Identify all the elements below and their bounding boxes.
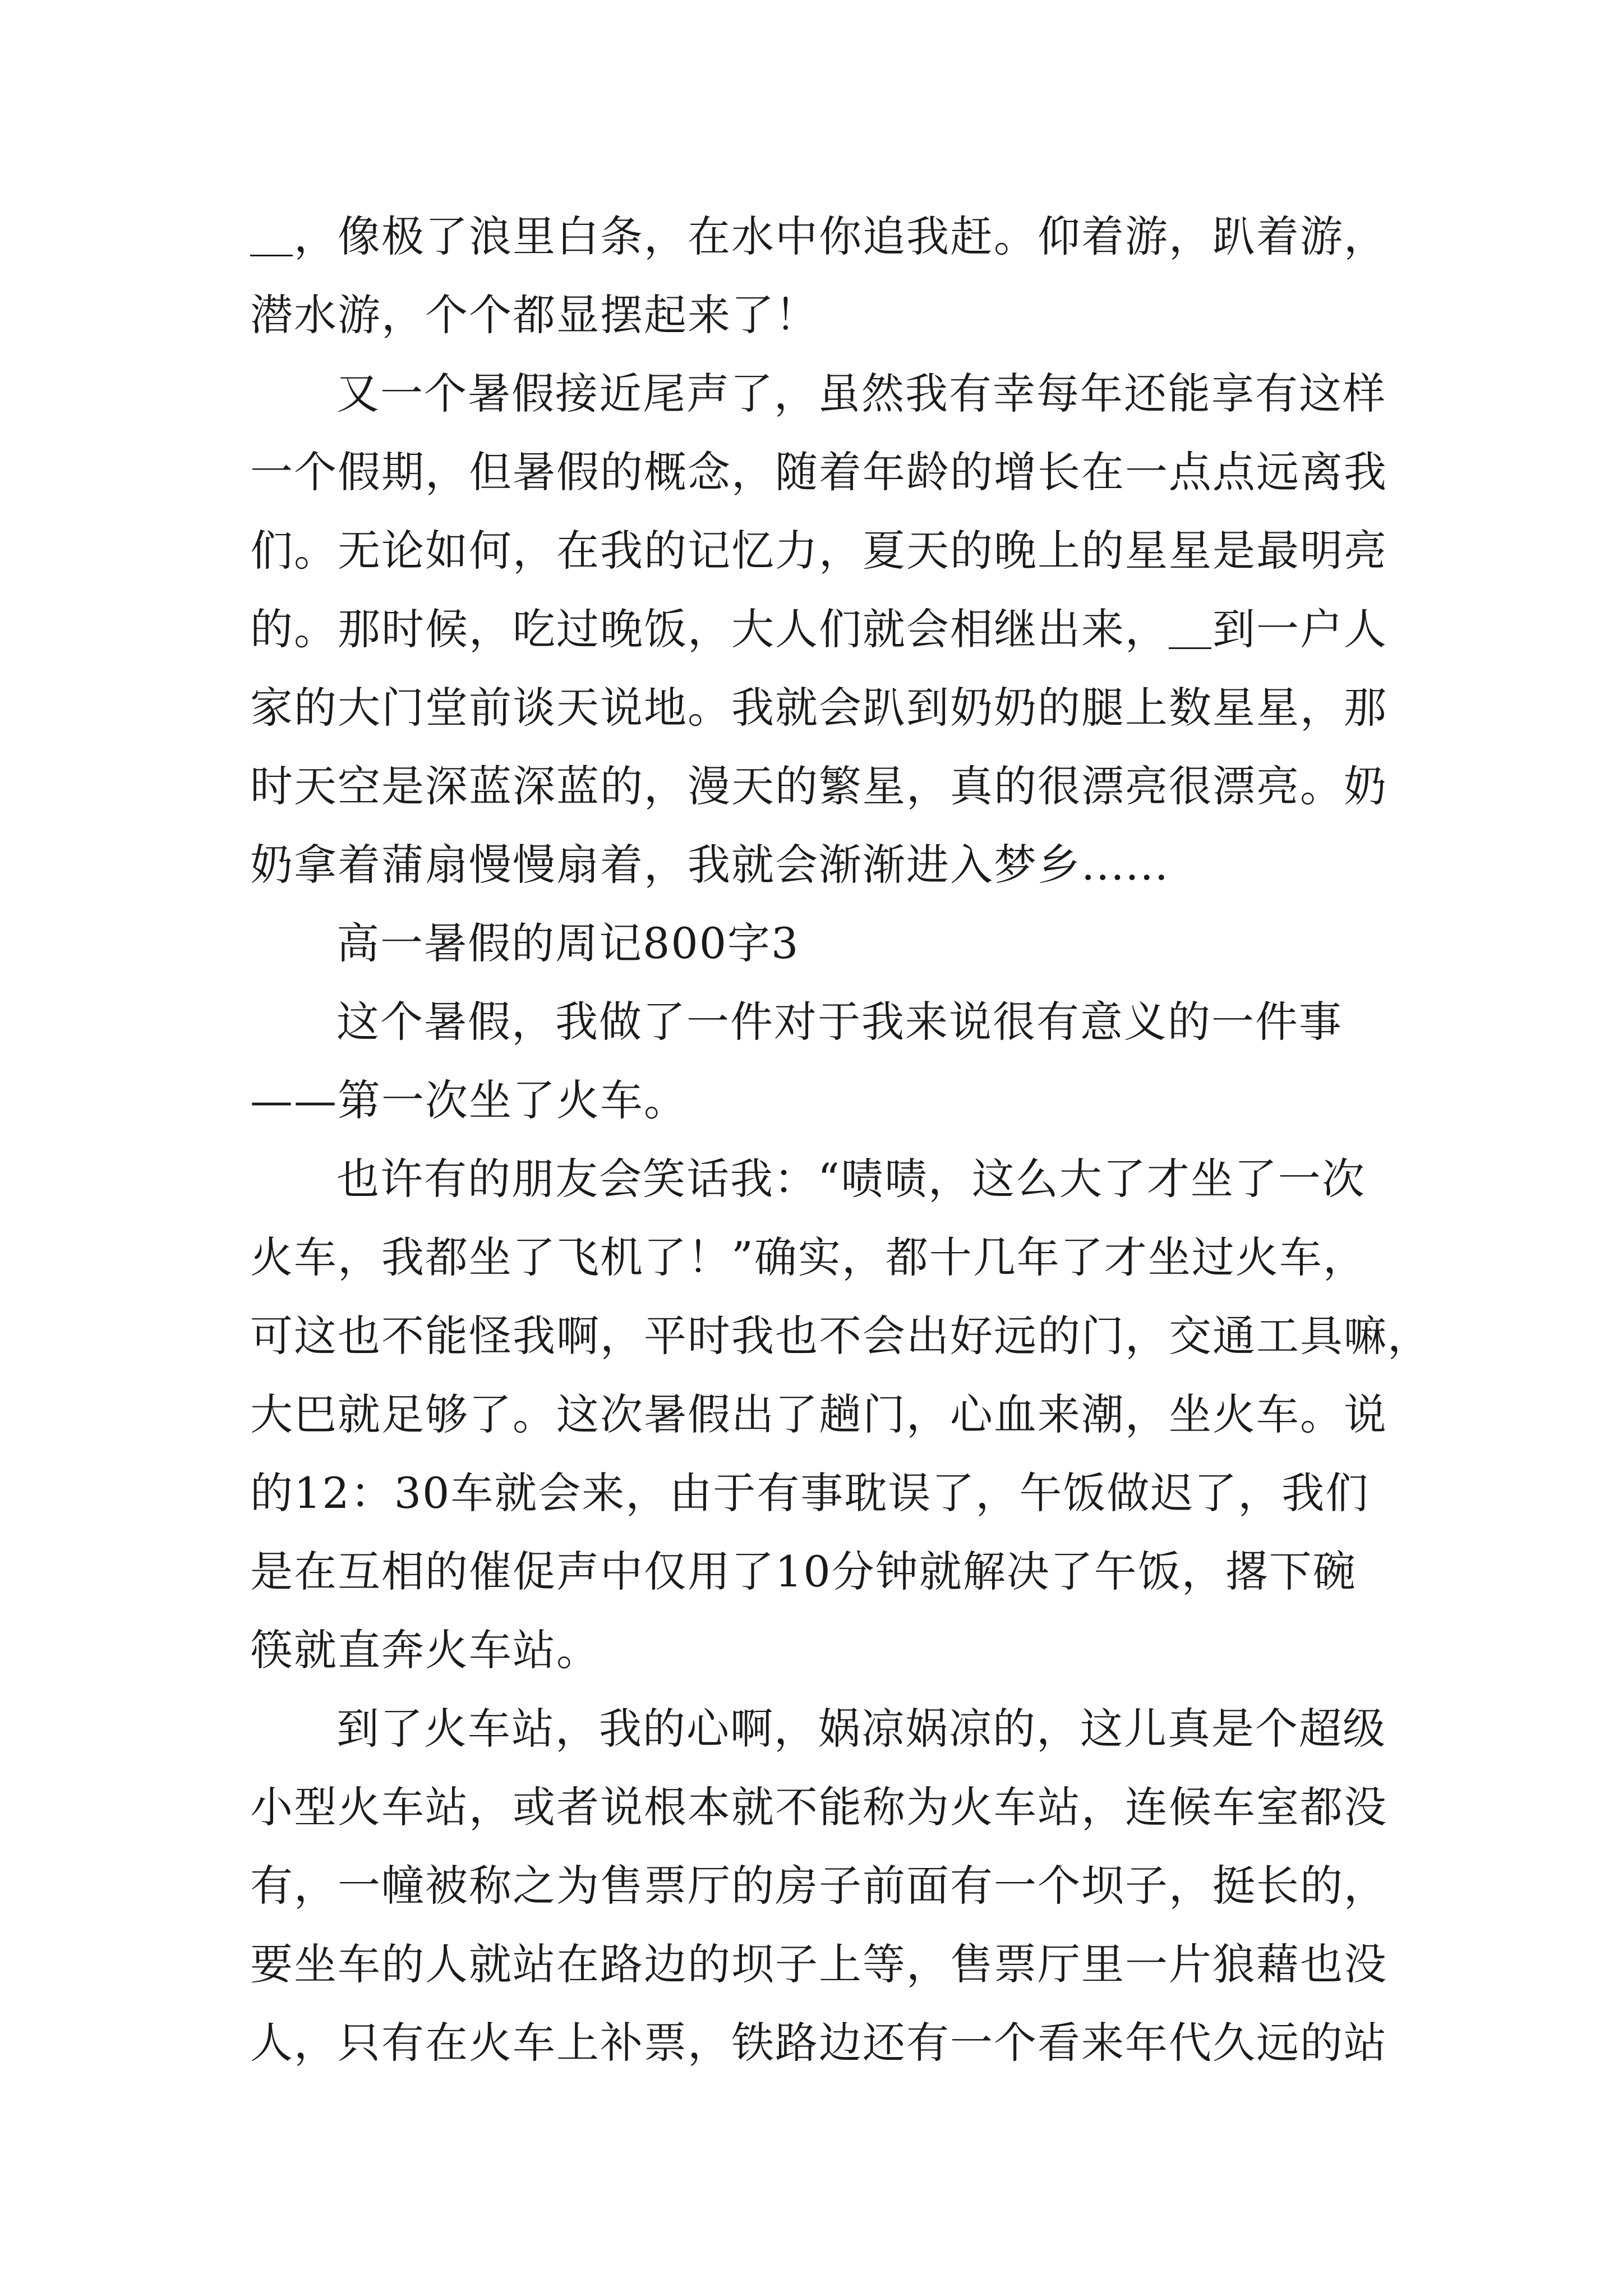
paragraph-start-line: 到了火车站，我的心啊，娲凉娲凉的，这儿真是个超级 [336, 1704, 1386, 1754]
text-line: 潜水游，个个都显摆起来了！ [250, 290, 819, 340]
text-line: 时天空是深蓝深蓝的，漫天的繁星，真的很漂亮很漂亮。奶 [250, 761, 1387, 811]
text-line: 奶拿着蒲扇慢慢扇着，我就会渐渐进入梦乡...... [250, 840, 1169, 890]
text-line: 人，只有在火车上补票，铁路边还有一个看来年代久远的站 [250, 2018, 1387, 2068]
text-line: 家的大门堂前谈天说地。我就会趴到奶奶的腿上数星星，那 [250, 683, 1387, 733]
text-line: 的。那时候，吃过晚饭，大人们就会相继出来，＿到一户人 [250, 604, 1387, 654]
paragraph-start-line: 也许有的朋友会笑话我：“啧啧，这么大了才坐了一次 [336, 1154, 1366, 1204]
paragraph-start-line: 又一个暑假接近尾声了，虽然我有幸每年还能享有这样 [336, 369, 1386, 418]
text-line: 有，一幢被称之为售票厅的房子前面有一个坝子，挺长的， [250, 1861, 1387, 1911]
section-heading: 高一暑假的周记800字3 [336, 918, 800, 968]
text-line: 们。无论如何，在我的记忆力，夏天的晚上的星星是最明亮 [250, 526, 1387, 576]
text-line: 筷就直奔火车站。 [250, 1625, 600, 1675]
text-line: 小型火车站，或者说根本就不能称为火车站，连候车室都没 [250, 1782, 1387, 1832]
text-line: 可这也不能怪我啊，平时我也不会出好远的门，交通工具嘛， [250, 1311, 1431, 1361]
text-line: ——第一次坐了火车。 [250, 1075, 688, 1125]
text-line: 火车，我都坐了飞机了！”确实，都十几年了才坐过火车， [250, 1232, 1367, 1282]
text-line: 一个假期，但暑假的概念，随着年龄的增长在一点点远离我 [250, 447, 1387, 497]
text-line: 大巴就足够了。这次暑假出了趟门，心血来潮，坐火车。说 [250, 1389, 1387, 1439]
text-line: 要坐车的人就站在路边的坝子上等，售票厅里一片狼藉也没 [250, 1939, 1387, 1989]
text-line: 是在互相的催促声中仅用了10分钟就解决了午饭，撂下碗 [250, 1547, 1357, 1596]
document-body [250, 197, 1431, 2082]
paragraph-start-line: 这个暑假，我做了一件对于我来说很有意义的一件事 [336, 997, 1343, 1047]
text-line: ＿，像极了浪里白条，在水中你追我赶。仰着游，趴着游， [250, 211, 1387, 261]
text-line: 的12：30车就会来，由于有事耽误了，午饭做迟了，我们 [250, 1468, 1370, 1518]
